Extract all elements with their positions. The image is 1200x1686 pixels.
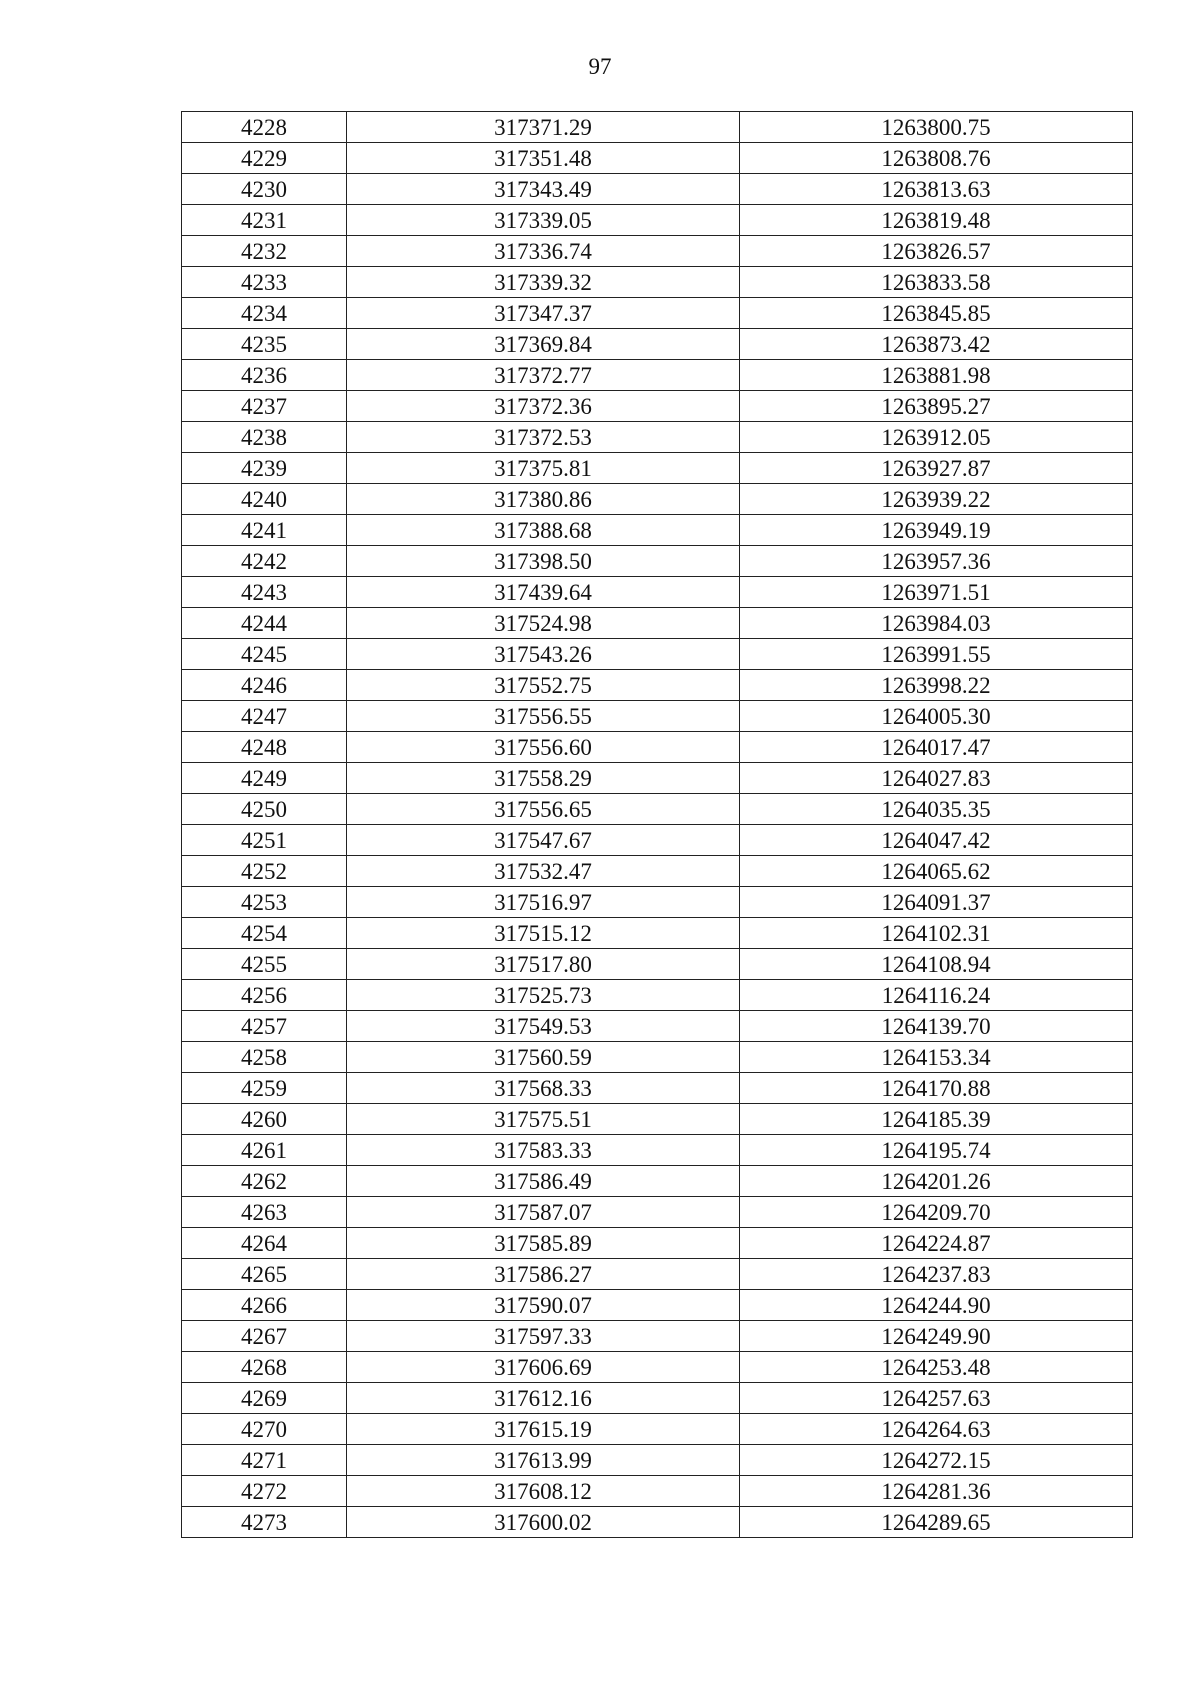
point-number-cell: 4267 — [182, 1321, 347, 1352]
y-coordinate-cell: 1263808.76 — [740, 143, 1133, 174]
y-coordinate-cell: 1264244.90 — [740, 1290, 1133, 1321]
point-number-cell: 4253 — [182, 887, 347, 918]
y-coordinate-cell: 1263895.27 — [740, 391, 1133, 422]
x-coordinate-cell: 317543.26 — [347, 639, 740, 670]
table-row — [182, 1197, 1133, 1228]
point-number-cell: 4264 — [182, 1228, 347, 1259]
x-coordinate-cell: 317516.97 — [347, 887, 740, 918]
y-coordinate-cell: 1263826.57 — [740, 236, 1133, 267]
table-row — [182, 701, 1133, 732]
y-coordinate-cell: 1264224.87 — [740, 1228, 1133, 1259]
table-row — [182, 1383, 1133, 1414]
x-coordinate-cell: 317515.12 — [347, 918, 740, 949]
x-coordinate-cell: 317343.49 — [347, 174, 740, 205]
x-coordinate-cell: 317372.77 — [347, 360, 740, 391]
x-coordinate-cell: 317547.67 — [347, 825, 740, 856]
point-number-cell: 4247 — [182, 701, 347, 732]
table-row — [182, 174, 1133, 205]
table-row — [182, 267, 1133, 298]
table-row — [182, 1445, 1133, 1476]
x-coordinate-cell: 317398.50 — [347, 546, 740, 577]
point-number-cell: 4263 — [182, 1197, 347, 1228]
table-row — [182, 1352, 1133, 1383]
point-number-cell: 4237 — [182, 391, 347, 422]
table-row — [182, 577, 1133, 608]
point-number-cell: 4244 — [182, 608, 347, 639]
y-coordinate-cell: 1263881.98 — [740, 360, 1133, 391]
x-coordinate-cell: 317336.74 — [347, 236, 740, 267]
point-number-cell: 4260 — [182, 1104, 347, 1135]
point-number-cell: 4248 — [182, 732, 347, 763]
coordinates-table-body — [182, 112, 1133, 1538]
y-coordinate-cell: 1263800.75 — [740, 112, 1133, 143]
y-coordinate-cell: 1263873.42 — [740, 329, 1133, 360]
x-coordinate-cell: 317532.47 — [347, 856, 740, 887]
point-number-cell: 4255 — [182, 949, 347, 980]
point-number-cell: 4235 — [182, 329, 347, 360]
table-row — [182, 608, 1133, 639]
y-coordinate-cell: 1264108.94 — [740, 949, 1133, 980]
table-row — [182, 329, 1133, 360]
point-number-cell: 4232 — [182, 236, 347, 267]
point-number-cell: 4234 — [182, 298, 347, 329]
point-number-cell: 4270 — [182, 1414, 347, 1445]
y-coordinate-cell: 1263833.58 — [740, 267, 1133, 298]
x-coordinate-cell: 317372.36 — [347, 391, 740, 422]
y-coordinate-cell: 1263939.22 — [740, 484, 1133, 515]
x-coordinate-cell: 317347.37 — [347, 298, 740, 329]
point-number-cell: 4243 — [182, 577, 347, 608]
point-number-cell: 4259 — [182, 1073, 347, 1104]
x-coordinate-cell: 317556.55 — [347, 701, 740, 732]
x-coordinate-cell: 317586.49 — [347, 1166, 740, 1197]
y-coordinate-cell: 1264047.42 — [740, 825, 1133, 856]
point-number-cell: 4250 — [182, 794, 347, 825]
table-row — [182, 453, 1133, 484]
point-number-cell: 4239 — [182, 453, 347, 484]
y-coordinate-cell: 1264195.74 — [740, 1135, 1133, 1166]
point-number-cell: 4269 — [182, 1383, 347, 1414]
table-row — [182, 422, 1133, 453]
x-coordinate-cell: 317615.19 — [347, 1414, 740, 1445]
x-coordinate-cell: 317608.12 — [347, 1476, 740, 1507]
x-coordinate-cell: 317613.99 — [347, 1445, 740, 1476]
point-number-cell: 4249 — [182, 763, 347, 794]
x-coordinate-cell: 317583.33 — [347, 1135, 740, 1166]
y-coordinate-cell: 1264281.36 — [740, 1476, 1133, 1507]
y-coordinate-cell: 1264005.30 — [740, 701, 1133, 732]
table-row — [182, 143, 1133, 174]
table-row — [182, 949, 1133, 980]
table-row — [182, 515, 1133, 546]
y-coordinate-cell: 1263927.87 — [740, 453, 1133, 484]
table-row — [182, 1476, 1133, 1507]
point-number-cell: 4266 — [182, 1290, 347, 1321]
y-coordinate-cell: 1264201.26 — [740, 1166, 1133, 1197]
x-coordinate-cell: 317558.29 — [347, 763, 740, 794]
table-row — [182, 236, 1133, 267]
table-row — [182, 1073, 1133, 1104]
table-row — [182, 670, 1133, 701]
y-coordinate-cell: 1263845.85 — [740, 298, 1133, 329]
x-coordinate-cell: 317600.02 — [347, 1507, 740, 1538]
x-coordinate-cell: 317388.68 — [347, 515, 740, 546]
table-row — [182, 112, 1133, 143]
table-row — [182, 1104, 1133, 1135]
table-row — [182, 918, 1133, 949]
x-coordinate-cell: 317549.53 — [347, 1011, 740, 1042]
table-row — [182, 639, 1133, 670]
table-row — [182, 1259, 1133, 1290]
point-number-cell: 4238 — [182, 422, 347, 453]
x-coordinate-cell: 317439.64 — [347, 577, 740, 608]
y-coordinate-cell: 1263971.51 — [740, 577, 1133, 608]
point-number-cell: 4256 — [182, 980, 347, 1011]
point-number-cell: 4268 — [182, 1352, 347, 1383]
y-coordinate-cell: 1264289.65 — [740, 1507, 1133, 1538]
y-coordinate-cell: 1263813.63 — [740, 174, 1133, 205]
table-row — [182, 763, 1133, 794]
point-number-cell: 4252 — [182, 856, 347, 887]
table-row — [182, 732, 1133, 763]
y-coordinate-cell: 1264027.83 — [740, 763, 1133, 794]
y-coordinate-cell: 1264253.48 — [740, 1352, 1133, 1383]
x-coordinate-cell: 317612.16 — [347, 1383, 740, 1414]
y-coordinate-cell: 1264102.31 — [740, 918, 1133, 949]
table-row — [182, 825, 1133, 856]
y-coordinate-cell: 1264237.83 — [740, 1259, 1133, 1290]
point-number-cell: 4241 — [182, 515, 347, 546]
point-number-cell: 4231 — [182, 205, 347, 236]
point-number-cell: 4240 — [182, 484, 347, 515]
point-number-cell: 4230 — [182, 174, 347, 205]
table-row — [182, 391, 1133, 422]
x-coordinate-cell: 317590.07 — [347, 1290, 740, 1321]
x-coordinate-cell: 317585.89 — [347, 1228, 740, 1259]
y-coordinate-cell: 1264153.34 — [740, 1042, 1133, 1073]
x-coordinate-cell: 317575.51 — [347, 1104, 740, 1135]
y-coordinate-cell: 1264185.39 — [740, 1104, 1133, 1135]
x-coordinate-cell: 317568.33 — [347, 1073, 740, 1104]
point-number-cell: 4245 — [182, 639, 347, 670]
x-coordinate-cell: 317371.29 — [347, 112, 740, 143]
y-coordinate-cell: 1263984.03 — [740, 608, 1133, 639]
table-row — [182, 1011, 1133, 1042]
x-coordinate-cell: 317552.75 — [347, 670, 740, 701]
y-coordinate-cell: 1264091.37 — [740, 887, 1133, 918]
x-coordinate-cell: 317586.27 — [347, 1259, 740, 1290]
x-coordinate-cell: 317351.48 — [347, 143, 740, 174]
x-coordinate-cell: 317606.69 — [347, 1352, 740, 1383]
table-row — [182, 1321, 1133, 1352]
table-row — [182, 360, 1133, 391]
point-number-cell: 4273 — [182, 1507, 347, 1538]
x-coordinate-cell: 317369.84 — [347, 329, 740, 360]
y-coordinate-cell: 1264170.88 — [740, 1073, 1133, 1104]
y-coordinate-cell: 1263991.55 — [740, 639, 1133, 670]
x-coordinate-cell: 317524.98 — [347, 608, 740, 639]
table-row — [182, 1507, 1133, 1538]
x-coordinate-cell: 317556.60 — [347, 732, 740, 763]
table-row — [182, 887, 1133, 918]
point-number-cell: 4228 — [182, 112, 347, 143]
page-number: 97 — [588, 54, 612, 79]
point-number-cell: 4257 — [182, 1011, 347, 1042]
y-coordinate-cell: 1264139.70 — [740, 1011, 1133, 1042]
y-coordinate-cell: 1263949.19 — [740, 515, 1133, 546]
y-coordinate-cell: 1264264.63 — [740, 1414, 1133, 1445]
point-number-cell: 4272 — [182, 1476, 347, 1507]
point-number-cell: 4258 — [182, 1042, 347, 1073]
y-coordinate-cell: 1264017.47 — [740, 732, 1133, 763]
x-coordinate-cell: 317517.80 — [347, 949, 740, 980]
point-number-cell: 4242 — [182, 546, 347, 577]
x-coordinate-cell: 317339.05 — [347, 205, 740, 236]
point-number-cell: 4251 — [182, 825, 347, 856]
point-number-cell: 4254 — [182, 918, 347, 949]
y-coordinate-cell: 1264035.35 — [740, 794, 1133, 825]
coordinates-table — [181, 111, 1133, 1538]
y-coordinate-cell: 1263819.48 — [740, 205, 1133, 236]
y-coordinate-cell: 1263912.05 — [740, 422, 1133, 453]
x-coordinate-cell: 317556.65 — [347, 794, 740, 825]
point-number-cell: 4265 — [182, 1259, 347, 1290]
point-number-cell: 4262 — [182, 1166, 347, 1197]
table-row — [182, 1042, 1133, 1073]
table-row — [182, 1290, 1133, 1321]
table-row — [182, 1228, 1133, 1259]
table-row — [182, 1135, 1133, 1166]
point-number-cell: 4236 — [182, 360, 347, 391]
point-number-cell: 4246 — [182, 670, 347, 701]
y-coordinate-cell: 1264209.70 — [740, 1197, 1133, 1228]
x-coordinate-cell: 317380.86 — [347, 484, 740, 515]
x-coordinate-cell: 317375.81 — [347, 453, 740, 484]
y-coordinate-cell: 1264272.15 — [740, 1445, 1133, 1476]
table-row — [182, 1166, 1133, 1197]
x-coordinate-cell: 317560.59 — [347, 1042, 740, 1073]
point-number-cell: 4261 — [182, 1135, 347, 1166]
x-coordinate-cell: 317525.73 — [347, 980, 740, 1011]
point-number-cell: 4233 — [182, 267, 347, 298]
table-row — [182, 794, 1133, 825]
point-number-cell: 4271 — [182, 1445, 347, 1476]
table-row — [182, 1414, 1133, 1445]
table-row — [182, 298, 1133, 329]
y-coordinate-cell: 1264065.62 — [740, 856, 1133, 887]
table-row — [182, 205, 1133, 236]
x-coordinate-cell: 317587.07 — [347, 1197, 740, 1228]
y-coordinate-cell: 1264257.63 — [740, 1383, 1133, 1414]
x-coordinate-cell: 317372.53 — [347, 422, 740, 453]
table-row — [182, 856, 1133, 887]
point-number-cell: 4229 — [182, 143, 347, 174]
table-row — [182, 484, 1133, 515]
y-coordinate-cell: 1263957.36 — [740, 546, 1133, 577]
x-coordinate-cell: 317339.32 — [347, 267, 740, 298]
y-coordinate-cell: 1263998.22 — [740, 670, 1133, 701]
y-coordinate-cell: 1264116.24 — [740, 980, 1133, 1011]
x-coordinate-cell: 317597.33 — [347, 1321, 740, 1352]
table-row — [182, 546, 1133, 577]
table-row — [182, 980, 1133, 1011]
y-coordinate-cell: 1264249.90 — [740, 1321, 1133, 1352]
